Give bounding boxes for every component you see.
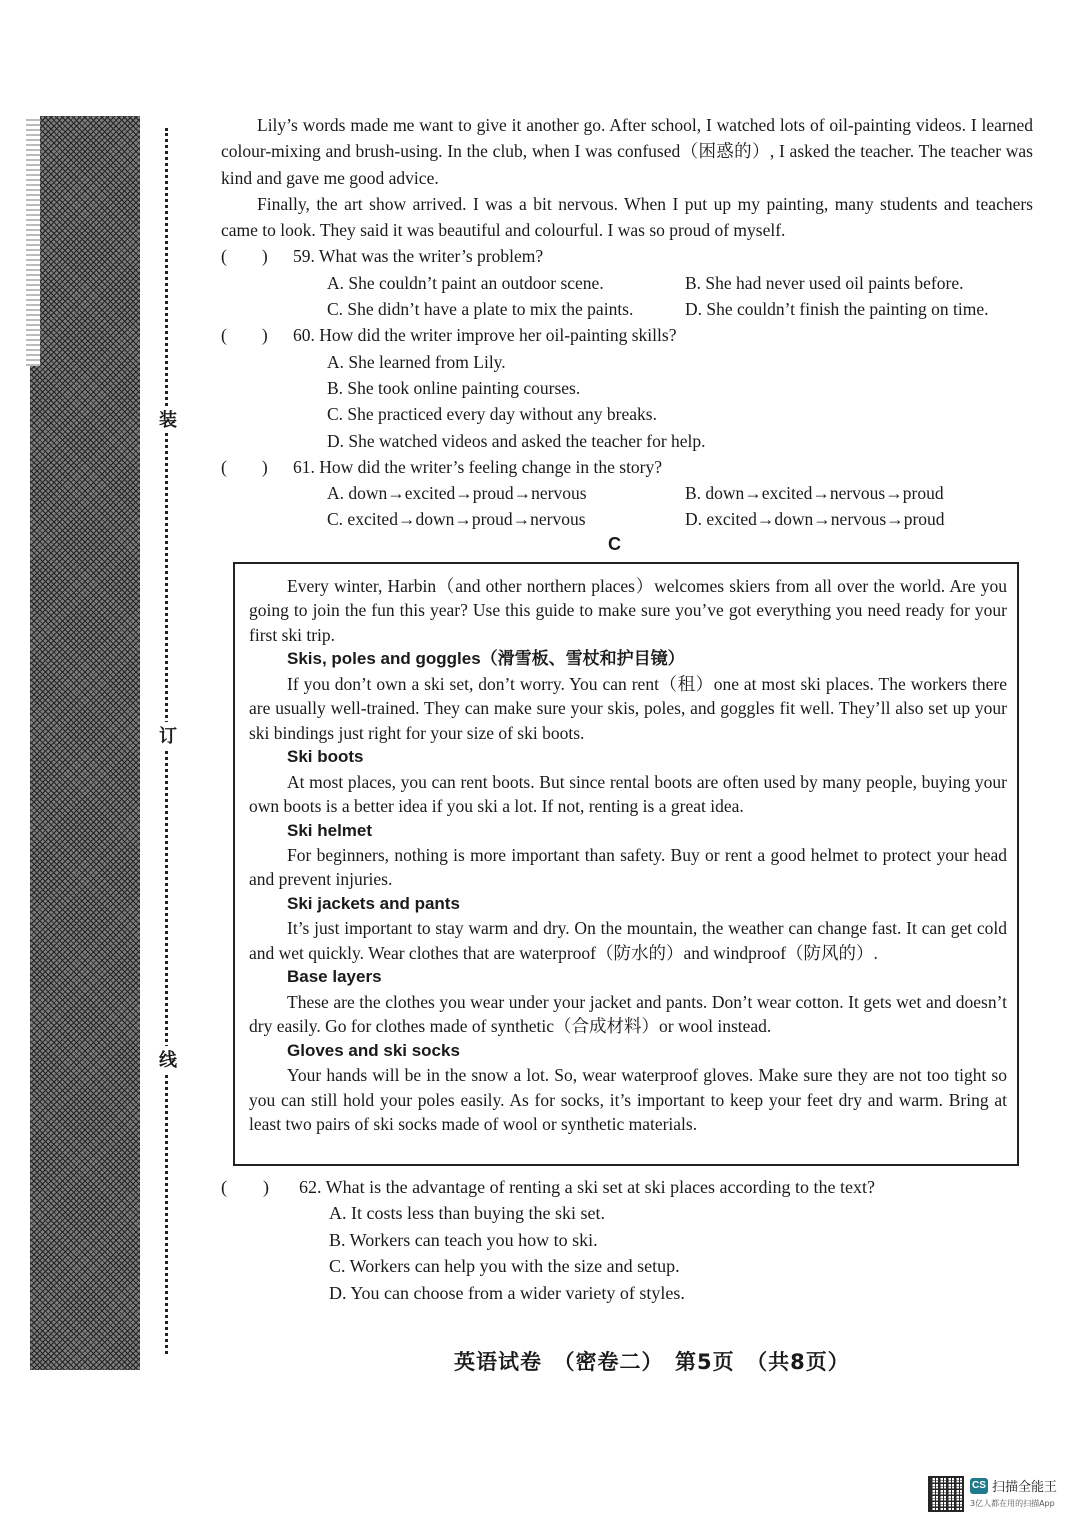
binding-char-ding: 订	[155, 722, 181, 748]
option-62-b: B. Workers can teach you how to ski.	[329, 1229, 598, 1250]
option-61-a: A. down→excited→proud→nervous	[327, 483, 587, 504]
option-62-c: C. Workers can help you with the size and setup.	[329, 1256, 680, 1277]
question-61	[221, 454, 1033, 533]
passage-b-paragraph-2: Finally, the art show arrived. I was a bit nervous. When I put up my painting, many students and teachers came to look. They said it was beautiful and colourful. I was so proud of myself.	[221, 193, 1033, 241]
question-62	[221, 1174, 1033, 1306]
paragraph-ski-boots: At most places, you can rent boots. But since rental boots are often used by many people, buying your own boots is a better idea if you ski a lot. If not, renting is a great idea.	[249, 771, 1007, 817]
camscanner-logo: CS	[970, 1478, 988, 1494]
heading-gloves-socks: Gloves and ski socks	[287, 1040, 460, 1060]
option-60-d: D. She watched videos and asked the teacher for help.	[327, 430, 706, 451]
heading-base-layers: Base layers	[287, 967, 382, 987]
question-59-stem: 59. What was the writer’s problem?	[293, 246, 544, 267]
scanner-app-name: 扫描全能王	[992, 1480, 1058, 1495]
option-59-b: B. She had never used oil paints before.	[685, 272, 964, 293]
option-59-a: A. She couldn’t paint an outdoor scene.	[327, 272, 604, 293]
option-59-d: D. She couldn’t finish the painting on time.	[685, 299, 989, 320]
option-61-d: D. excited→down→nervous→proud	[685, 509, 945, 530]
binding-hatch-edge	[26, 116, 40, 366]
question-61-stem: 61. How did the writer’s feeling change in the story?	[293, 456, 663, 477]
option-60-b: B. She took online painting courses.	[327, 377, 581, 398]
binding-char-zhuang: 装	[155, 406, 181, 432]
question-60-stem: 60. How did the writer improve her oil-painting skills?	[293, 325, 677, 346]
passage-c-text	[249, 574, 1007, 1136]
passage-b-paragraph-1: Lily’s words made me want to give it another go. After school, I watched lots of oil-painting videos. I learned colour-mixing and brush-using. In the club, when I was confused（困惑的）, I asked the teacher. The teacher was kind and gave me good advice.	[221, 115, 1033, 188]
qr-code-icon	[928, 1476, 964, 1512]
option-60-a: A. She learned from Lily.	[327, 351, 506, 372]
option-62-a: A. It costs less than buying the ski set.	[329, 1203, 605, 1224]
heading-jackets-pants: Ski jackets and pants	[287, 893, 460, 913]
scanner-tagline: 3亿人都在用的扫描App	[970, 1499, 1055, 1508]
paragraph-ski-helmet: For beginners, nothing is more important than safety. Buy or rent a good helmet to protect your head and prevent injuries.	[249, 844, 1007, 890]
question-59	[221, 243, 1033, 322]
paragraph-gloves-socks: Your hands will be in the snow a lot. So, wear waterproof gloves. Make sure they are not too tight so you can still hold your poles easily. As for socks, it’s important to keep your feet dry and warm. Bring at least two pairs of ski socks made of wool or synthetic materials.	[249, 1065, 1007, 1134]
answer-blank-59[interactable]: ( )	[221, 246, 268, 267]
paragraph-base-layers: These are the clothes you wear under your jacket and pants. Don’t wear cotton. It gets wet and doesn’t dry easily. Go for clothes made of synthetic（合成材料）or wool instead.	[249, 991, 1007, 1037]
option-60-c: C. She practiced every day without any breaks.	[327, 404, 657, 425]
scanner-watermark	[928, 1474, 1078, 1518]
passage-b-text	[221, 112, 1033, 533]
question-62-stem: 62. What is the advantage of renting a ski set at ski places according to the text?	[299, 1177, 875, 1197]
option-61-c: C. excited→down→proud→nervous	[327, 509, 586, 530]
option-59-c: C. She didn’t have a plate to mix the paints.	[327, 299, 634, 320]
answer-blank-61[interactable]: ( )	[221, 456, 268, 477]
paragraph-jackets-pants: It’s just important to stay warm and dry. On the mountain, the weather can change fast. It can get cold and wet quickly. Wear clothes that are waterproof（防水的）and windproof（防风的）.	[249, 918, 1007, 963]
binding-char-xian: 线	[155, 1046, 181, 1072]
heading-skis-poles-goggles: Skis, poles and goggles（滑雪板、雪杖和护目镜）	[287, 649, 685, 669]
answer-blank-62[interactable]: ( )	[221, 1177, 269, 1197]
heading-ski-boots: Ski boots	[287, 747, 364, 767]
section-c-letter: C	[608, 534, 621, 554]
option-62-d: D. You can choose from a wider variety of styles.	[329, 1282, 685, 1303]
answer-blank-60[interactable]: ( )	[221, 325, 268, 346]
page-footer: 英语试卷 （密卷二） 第5页 （共8页）	[454, 1350, 850, 1374]
question-60	[221, 322, 1033, 453]
paragraph-skis: If you don’t own a ski set, don’t worry. You can rent（租）one at most ski places. The workers there are usually well-trained. They can make sure your skis, poles, and goggles fit well. They’ll also set up your ski bindings just right for your size of ski boots.	[249, 673, 1007, 743]
option-61-b: B. down→excited→nervous→proud	[685, 483, 944, 504]
binding-hatch-strip	[30, 116, 140, 1370]
heading-ski-helmet: Ski helmet	[287, 820, 373, 840]
passage-c-intro: Every winter, Harbin（and other northern places）welcomes skiers from all over the world. Are you going to join the fun this year? Use this guide to make sure you’ve got everything you need ready for your first ski trip.	[249, 576, 1007, 645]
